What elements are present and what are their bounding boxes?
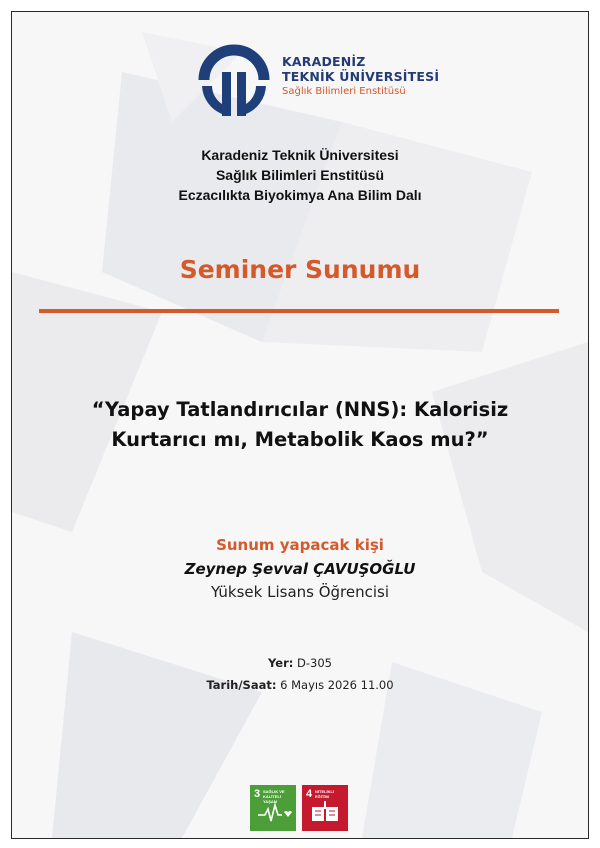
topic-line1: “Yapay Tatlandırıcılar (NNS): Kalorisiz <box>91 398 509 421</box>
datetime-label: Tarih/Saat: <box>206 678 277 692</box>
presenter-label: Sunum yapacak kişi <box>216 536 384 554</box>
presenter-name: Zeynep Şevval ÇAVUŞOĞLU <box>184 560 416 578</box>
place-value: D-305 <box>297 656 332 670</box>
book-icon <box>302 785 348 831</box>
logo-text-line3: Sağlık Bilimleri Enstitüsü <box>282 86 406 97</box>
sdg-4-number: 4 <box>306 788 313 800</box>
sdg-3-badge <box>250 785 296 831</box>
institution-department: Eczacılıkta Biyokimya Ana Bilim Dalı <box>178 187 422 203</box>
sdg-3-text: SAĞLIK VE KALİTELİ YAŞAM <box>263 789 285 804</box>
university-logo <box>192 42 440 122</box>
place-info <box>12 656 588 670</box>
sdg-3-number: 3 <box>254 788 261 800</box>
datetime-value: 6 Mayıs 2026 11.00 <box>280 678 394 692</box>
place-label: Yer: <box>268 656 294 670</box>
page-title: Seminer Sunumu <box>179 255 421 284</box>
logo-text-line2: TEKNİK ÜNİVERSİTESİ <box>282 69 440 84</box>
sdg-4-badge <box>302 785 348 831</box>
datetime-info <box>12 678 588 692</box>
title-divider <box>39 309 559 313</box>
presenter-role: Yüksek Lisans Öğrencisi <box>210 583 390 601</box>
logo-text-line1: KARADENİZ <box>282 54 366 69</box>
sdg-4-text: NİTELİKLİ EĞİTİM <box>315 789 335 799</box>
poster-page <box>11 11 589 839</box>
topic-line2: Kurtarıcı mı, Metabolik Kaos mu?” <box>111 428 489 451</box>
heartbeat-icon <box>250 785 296 831</box>
institution-university: Karadeniz Teknik Üniversitesi <box>201 147 399 163</box>
institution-institute: Sağlık Bilimleri Enstitüsü <box>215 167 385 183</box>
background-geometric-shapes <box>12 12 588 838</box>
ktu-emblem-icon <box>192 42 276 122</box>
